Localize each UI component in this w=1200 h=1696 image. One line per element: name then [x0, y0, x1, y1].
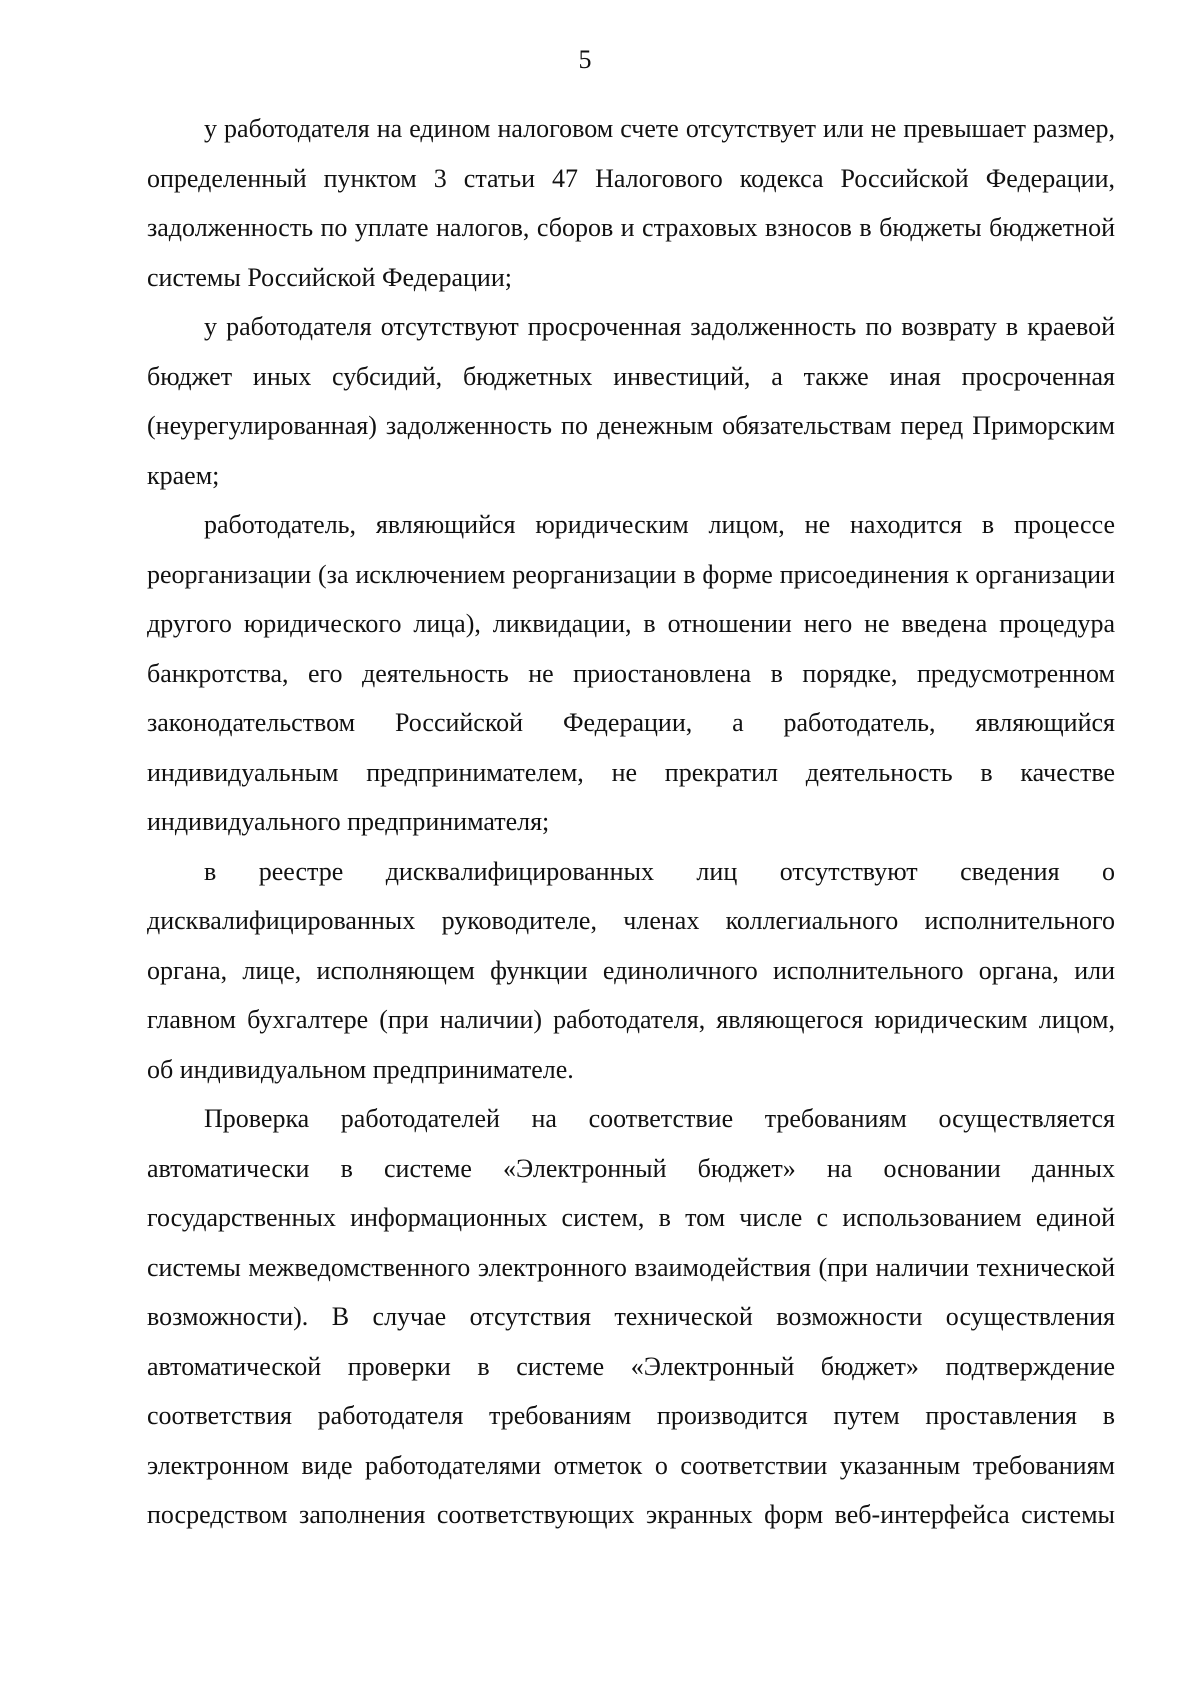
document-body: [147, 104, 1115, 1540]
paragraph-disqualified-registry: в реестре дисквалифицированных лиц отсутствуют сведения о дисквалифицированных руководителе, членах коллегиального исполнительного органа, лице, исполняющем функции единоличного исполнительного органа, или главном бухгалтере (при наличии) работодателя, являющегося юридическим лицом, об индивидуальном предпринимателе.: [147, 856, 1115, 1084]
paragraph-verification: Проверка работодателей на соответствие требованиям осуществляется автоматически в системе «Электронный бюджет» на основании данных государственных информационных систем, в том числе с использованием единой системы межведомственного электронного взаимодействия (при наличии технической возможности). В случае отсутствия технической возможности осуществления автоматической проверки в системе «Электронный бюджет» подтверждение соответствия работодателя требованиям производится путем проставления в электронном виде работодателями отметок о соответствии указанным требованиям посредством заполнения соответствующих экранных форм веб-интерфейса системы: [147, 1104, 1115, 1529]
paragraph-overdue-debt: у работодателя отсутствуют просроченная задолженность по возврату в краевой бюджет иных субсидий, бюджетных инвестиций, а также иная просроченная (неурегулированная) задолженность по денежным обязательствам перед Приморским краем;: [147, 312, 1115, 490]
paragraph-reorganization: работодатель, являющийся юридическим лицом, не находится в процессе реорганизации (за исключением реорганизации в форме присоединения к организации другого юридического лица), ликвидации, в отношении него не введена процедура банкротства, его деятельность не приостановлена в порядке, предусмотренном законодательством Российской Федерации, а работодатель, являющийся индивидуальным предпринимателем, не прекратил деятельность в качестве индивидуального предпринимателя;: [147, 510, 1115, 836]
page-number: 5: [578, 45, 592, 74]
paragraph-tax-debt: у работодателя на едином налоговом счете отсутствует или не превышает размер, определенный пунктом 3 статьи 47 Налогового кодекса Российской Федерации, задолженность по уплате налогов, сборов и страховых взносов в бюджеты бюджетной системы Российской Федерации;: [147, 114, 1115, 292]
